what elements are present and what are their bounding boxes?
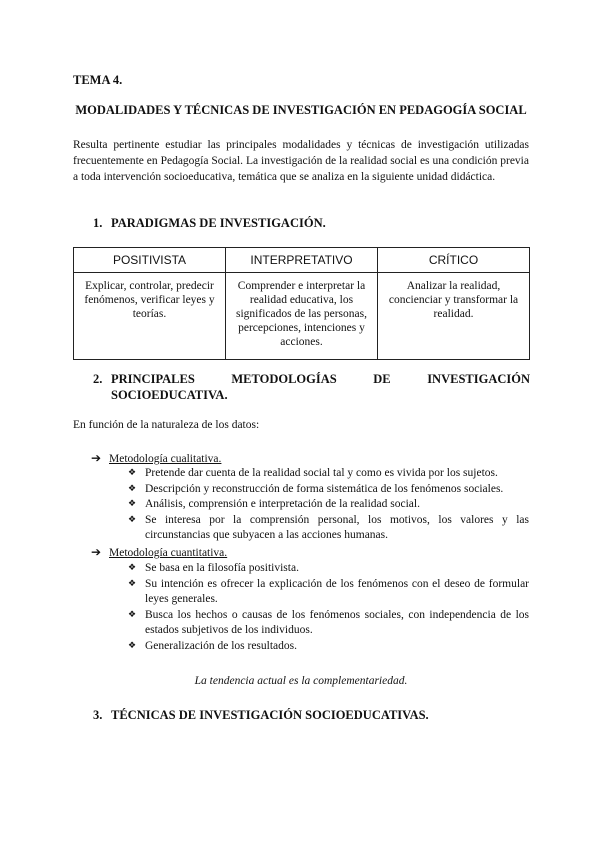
section-1-heading — [93, 216, 326, 231]
table-cell-critico: Analizar la realidad, concienciar y transformar la realidad. — [378, 273, 530, 360]
arrow-right-icon: ➔ — [91, 545, 102, 559]
list-item-text: Su intención es ofrecer la explicación de los fenómenos con el deseo de formular leyes generales. — [145, 577, 529, 605]
list-item-text: Se basa en la filosofía positivista. — [145, 562, 299, 574]
section-2-word: INVESTIGACIÓN — [427, 372, 530, 386]
list-item — [128, 577, 529, 608]
list-item-text: Generalización de los resultados. — [145, 639, 297, 652]
section-2-title-line-2: SOCIOEDUCATIVA. — [111, 388, 228, 402]
diamond-bullet-icon: ❖ — [128, 468, 137, 478]
method-quantitative-label: Metodología cuantitativa. — [109, 547, 228, 559]
diamond-bullet-icon: ❖ — [128, 483, 137, 494]
list-item — [128, 513, 529, 544]
arrow-right-icon: ➔ — [91, 451, 102, 465]
list-item-text: Pretende dar cuenta de la realidad social tal y como es vivida por los sujetos. — [145, 467, 498, 479]
tema-label: TEMA 4. — [73, 73, 123, 87]
list-item — [128, 561, 529, 577]
list-item — [128, 639, 529, 655]
list-item — [128, 608, 529, 639]
section-3-number: 3. — [93, 708, 103, 722]
method-qualitative-label: Metodología cualitativa. — [109, 453, 222, 465]
table-cell-interpretativo: Comprender e interpretar la realidad educativa, los significados de las personas, percepciones, intenciones y acciones. — [226, 273, 378, 360]
diamond-bullet-icon: ❖ — [128, 640, 137, 651]
list-item — [128, 497, 529, 513]
diamond-bullet-icon: ❖ — [128, 563, 137, 573]
section-3-heading — [93, 708, 429, 723]
list-item-text: Se interesa por la comprensión personal, los motivos, los valores y las circunstancias que subyacen a las acciones humanas. — [145, 513, 529, 541]
diamond-bullet-icon: ❖ — [128, 514, 137, 525]
diamond-bullet-icon: ❖ — [128, 499, 137, 509]
table-header-critico: CRÍTICO — [378, 248, 530, 273]
method-qualitative-heading — [91, 451, 221, 467]
section-2-number: 2. — [93, 372, 103, 386]
section-2-title-line-1 — [93, 371, 530, 387]
list-item — [128, 466, 529, 482]
method-quantitative-heading — [91, 545, 227, 561]
intro-paragraph: Resulta pertinente estudiar las principales modalidades y técnicas de investigación utilizadas frecuentemente en Pedagogía Social. La investigación de la realidad social es una condición previa a toda intervención socioeducativa, temática que se analiza en la siguiente unidad didáctica. — [73, 139, 529, 183]
section-2-heading — [93, 371, 530, 403]
table-header-row — [74, 248, 530, 273]
section-1-number: 1. — [93, 216, 103, 230]
list-item-text: Análisis, comprensión e interpretación de la realidad social. — [145, 498, 420, 510]
table-row — [74, 273, 530, 360]
diamond-bullet-icon: ❖ — [128, 609, 137, 620]
list-item-text: Busca los hechos o causas de los fenómenos sociales, con independencia de los estados subjetivos de los individuos. — [145, 608, 529, 636]
table-cell-positivista: Explicar, controlar, predecir fenómenos, verificar leyes y teorías. — [74, 273, 226, 360]
document-title: MODALIDADES Y TÉCNICAS DE INVESTIGACIÓN EN PEDAGOGÍA SOCIAL — [75, 103, 527, 117]
quantitative-points-list — [128, 561, 529, 654]
section-3-title: TÉCNICAS DE INVESTIGACIÓN SOCIOEDUCATIVAS. — [111, 708, 429, 722]
paradigms-table — [73, 247, 530, 360]
section-2-word: PRINCIPALES — [111, 372, 195, 386]
section-1-title: PARADIGMAS DE INVESTIGACIÓN. — [111, 216, 326, 230]
closing-statement: La tendencia actual es la complementariedad. — [194, 675, 408, 687]
table-header-positivista: POSITIVISTA — [74, 248, 226, 273]
section-2-lead: En función de la naturaleza de los datos: — [73, 419, 260, 431]
list-item-text: Descripción y reconstrucción de forma sistemática de los fenómenos sociales. — [145, 482, 504, 495]
table-header-interpretativo: INTERPRETATIVO — [226, 248, 378, 273]
section-2-word: DE — [373, 372, 391, 386]
qualitative-points-list — [128, 466, 529, 544]
list-item — [128, 482, 529, 498]
diamond-bullet-icon: ❖ — [128, 578, 137, 589]
section-2-word: METODOLOGÍAS — [231, 372, 337, 386]
